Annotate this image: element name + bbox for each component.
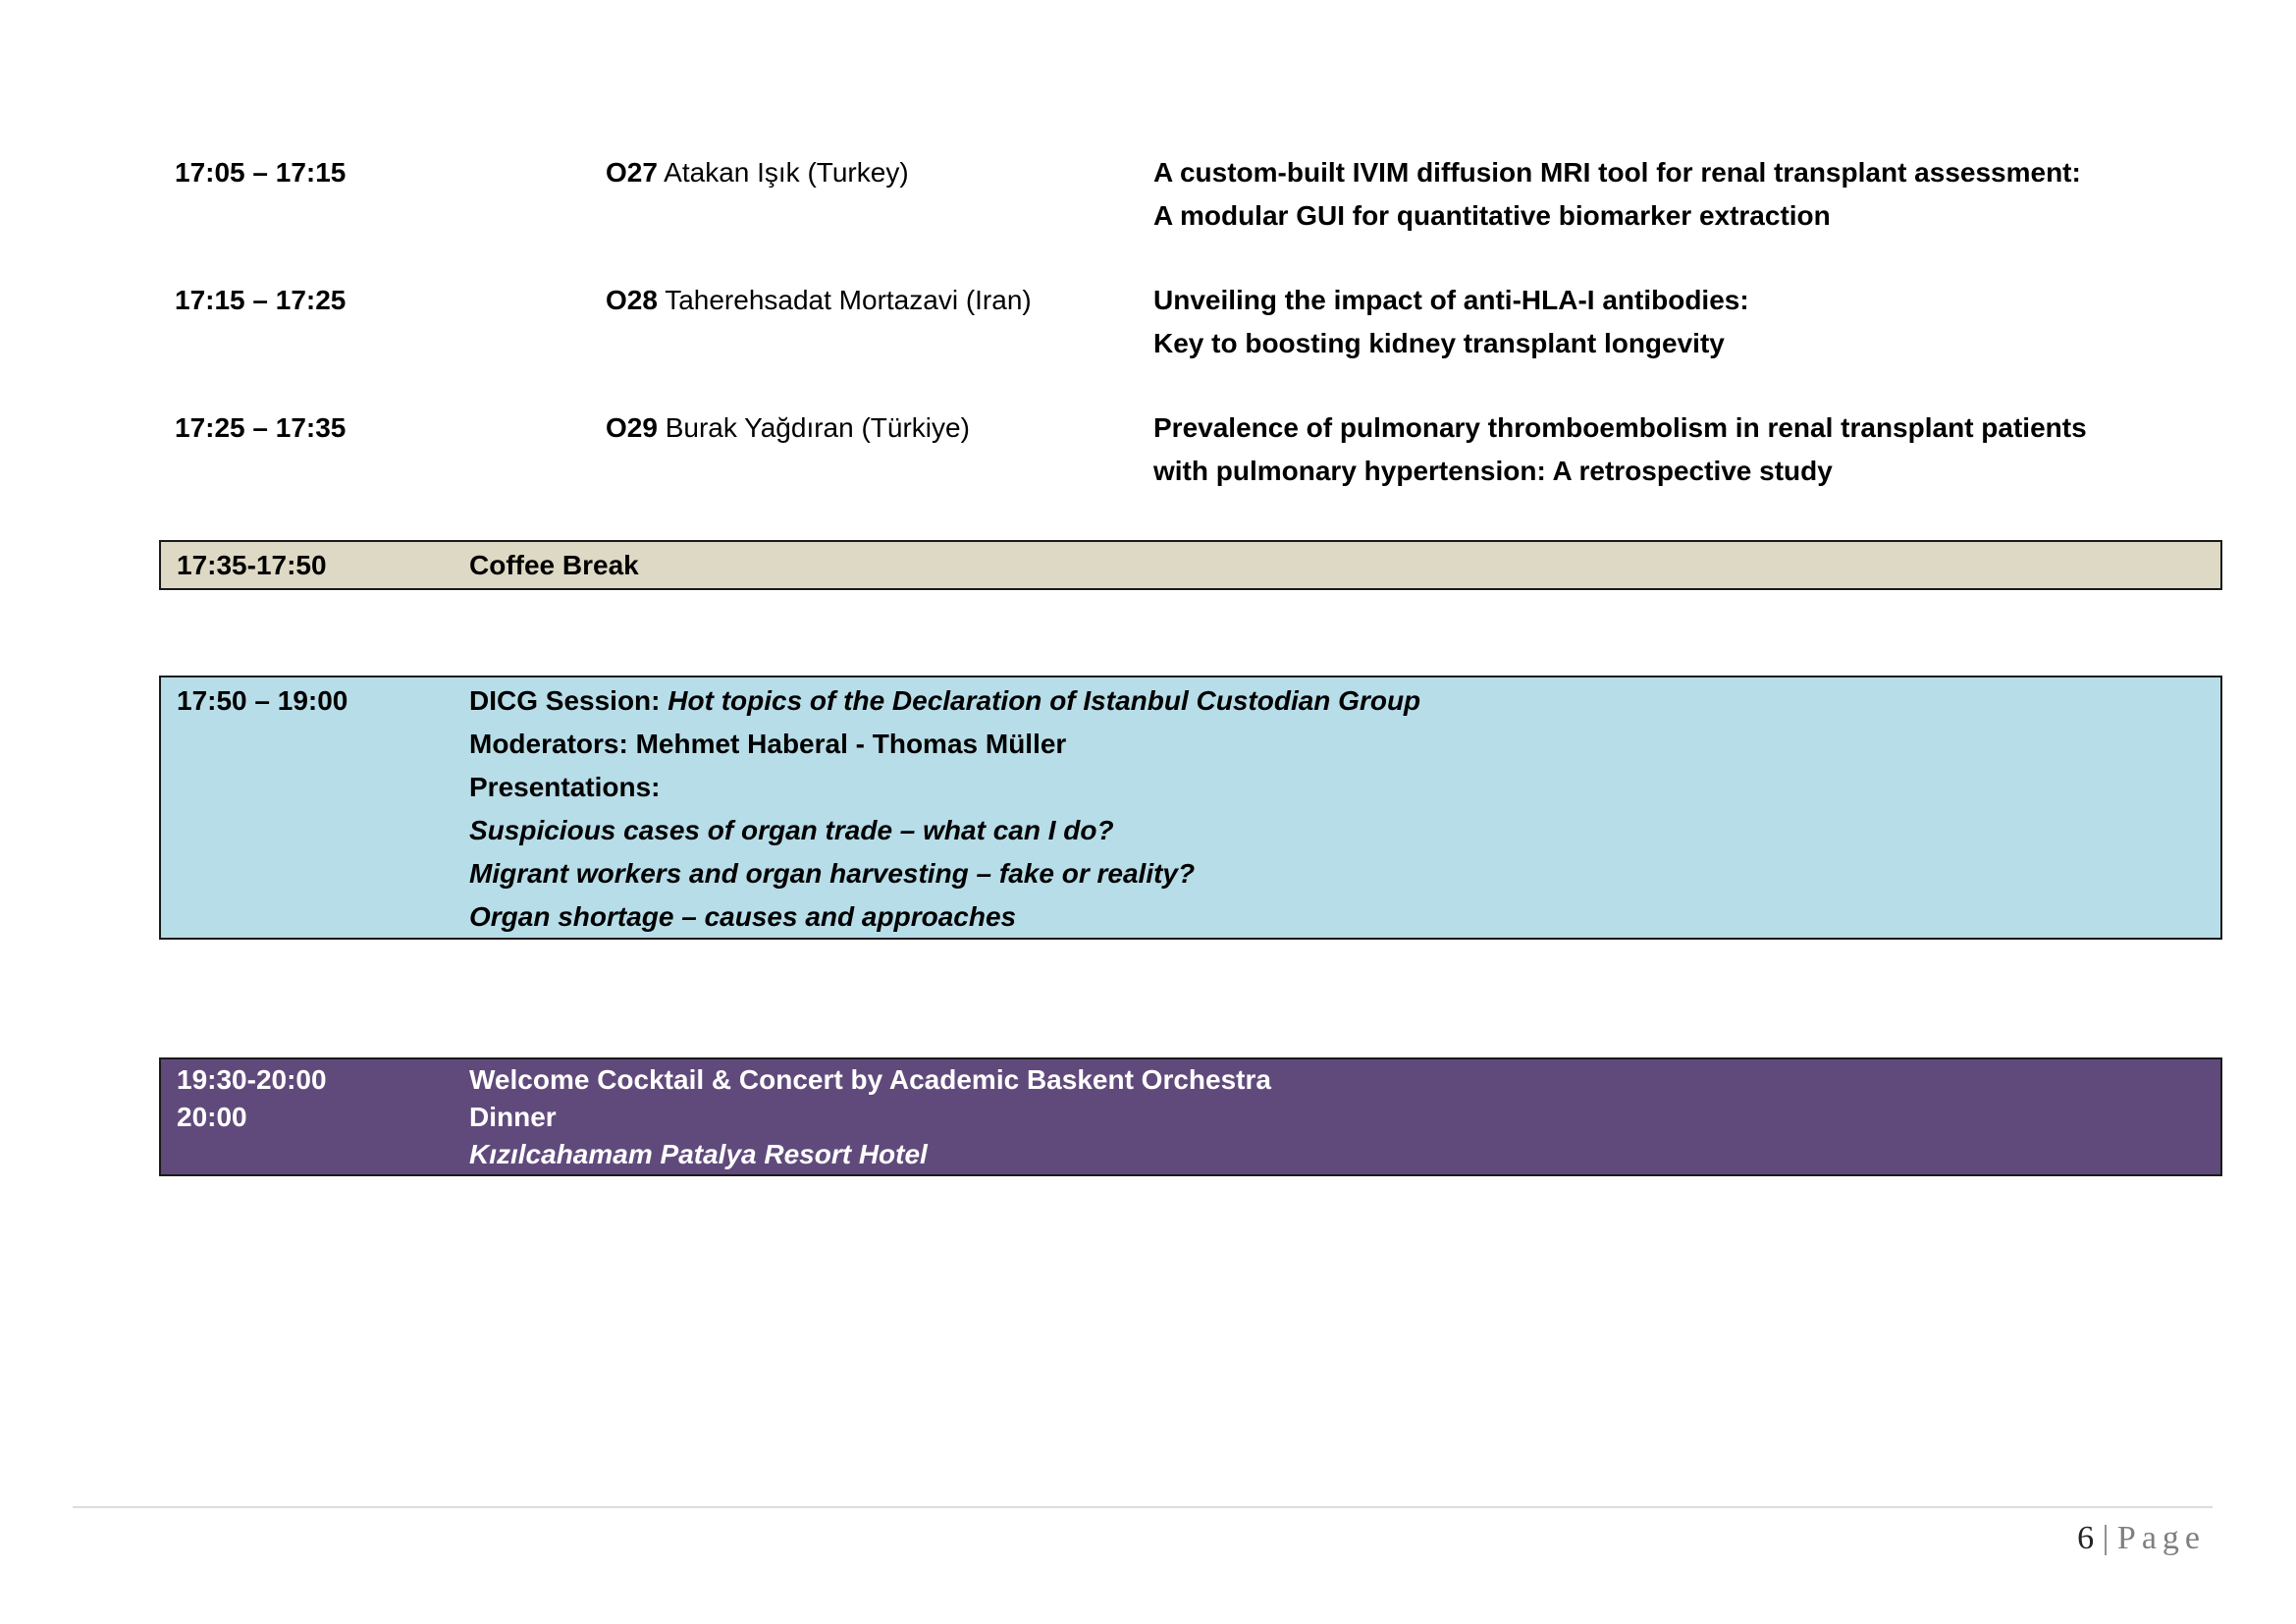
speaker-name: Taherehsadat Mortazavi (Iran): [665, 285, 1032, 315]
dicg-session-box: [159, 676, 2222, 940]
session-title: Hot topics of the Declaration of Istanbul Custodian Group: [667, 685, 1421, 716]
presentation-time: 17:25 – 17:35: [175, 412, 347, 443]
presentations-label: Presentations:: [469, 772, 661, 802]
presentation-title: [1153, 406, 2135, 493]
presentation-time: 17:15 – 17:25: [175, 285, 347, 315]
coffee-break-label: Coffee Break: [469, 550, 639, 580]
session-moderators: Moderators: Mehmet Haberal - Thomas Müller: [469, 729, 1067, 759]
coffee-break-box: [159, 540, 2222, 590]
welcome-time: 19:30-20:00: [177, 1064, 327, 1095]
page-separator: |: [2102, 1520, 2109, 1556]
presentation-speaker: [606, 151, 909, 194]
title-line: with pulmonary hypertension: A retrospective study: [1153, 456, 1833, 486]
presentation-code: O27: [606, 157, 658, 188]
presentation-code: O28: [606, 285, 658, 315]
session-topic: Suspicious cases of organ trade – what can I do?: [469, 815, 1114, 845]
dinner-event: Dinner: [469, 1102, 557, 1132]
title-line: Unveiling the impact of anti-HLA-I antibodies:: [1153, 285, 1749, 315]
title-line: A modular GUI for quantitative biomarker extraction: [1153, 200, 1831, 231]
session-topic: Organ shortage – causes and approaches: [469, 901, 1017, 932]
presentation-time: 17:05 – 17:15: [175, 157, 347, 188]
speaker-name: Burak Yağdıran (Türkiye): [665, 412, 970, 443]
dicg-session-content: [469, 679, 1420, 939]
presentation-row: [0, 406, 2296, 505]
welcome-times: [177, 1061, 327, 1136]
presentation-row: [0, 151, 2296, 249]
session-heading: [469, 679, 1420, 723]
speaker-name: Atakan Işık (Turkey): [664, 157, 909, 188]
presentation-speaker: [606, 406, 970, 450]
welcome-event: Welcome Cocktail & Concert by Academic Baskent Orchestra: [469, 1064, 1271, 1095]
title-line: Key to boosting kidney transplant longevity: [1153, 328, 1725, 358]
session-topic: Migrant workers and organ harvesting – fake or reality?: [469, 858, 1196, 889]
presentation-title: [1153, 279, 2135, 365]
presentation-row: [0, 279, 2296, 377]
welcome-content: [469, 1061, 1271, 1173]
presentation-code: O29: [606, 412, 658, 443]
dicg-session-time: 17:50 – 19:00: [177, 685, 348, 716]
page-number-value: 6: [2077, 1520, 2095, 1556]
footer-divider: [73, 1506, 2213, 1508]
coffee-break-time: 17:35-17:50: [177, 550, 327, 580]
dinner-time: 20:00: [177, 1102, 247, 1132]
title-line: A custom-built IVIM diffusion MRI tool for renal transplant assessment:: [1153, 157, 2081, 188]
page-label: Page: [2116, 1520, 2206, 1556]
presentation-title: [1153, 151, 2135, 238]
title-line: Prevalence of pulmonary thromboembolism in renal transplant patients: [1153, 412, 2087, 443]
presentation-speaker: [606, 279, 1032, 322]
session-prefix: DICG Session:: [469, 685, 661, 716]
welcome-box: [159, 1057, 2222, 1176]
venue: Kızılcahamam Patalya Resort Hotel: [469, 1139, 928, 1169]
page-number: [2077, 1520, 2206, 1557]
